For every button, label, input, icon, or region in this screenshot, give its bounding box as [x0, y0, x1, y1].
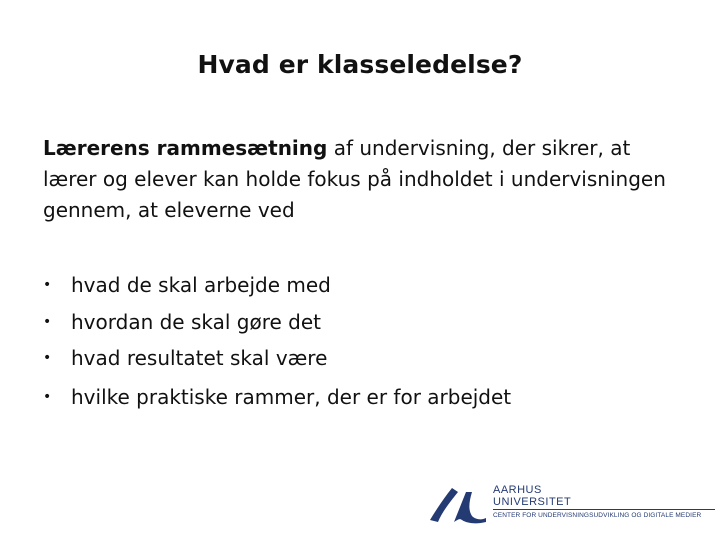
- aarhus-university-mark-icon: [428, 484, 488, 524]
- intro-paragraph: [43, 133, 683, 226]
- bullet-text: hvordan de skal gøre det: [71, 310, 321, 334]
- bullet-icon: •: [43, 314, 52, 330]
- aarhus-university-logo: [420, 480, 720, 540]
- university-name-line-1: AARHUS: [493, 484, 542, 496]
- bullet-item: [43, 268, 511, 305]
- logo-divider: [493, 509, 715, 510]
- intro-lead-bold: Lærerens rammesætning: [43, 136, 328, 160]
- bullet-icon: •: [43, 350, 52, 366]
- center-name: CENTER FOR UNDERVISNINGSUDVIKLING OG DIGITALE MEDIER: [493, 512, 702, 519]
- slide-title: Hvad er klasseledelse?: [197, 50, 523, 79]
- bullet-item: [43, 305, 511, 341]
- bullet-icon: •: [43, 277, 52, 293]
- bullet-list: [43, 268, 511, 417]
- bullet-text: hvilke praktiske rammer, der er for arbejdet: [71, 385, 512, 409]
- bullet-text: hvad de skal arbejde med: [71, 273, 331, 297]
- university-name: [493, 484, 613, 508]
- bullet-item: [43, 380, 511, 417]
- bullet-icon: •: [43, 389, 52, 405]
- intro-text: af undervisning, der sikrer, at lærer og elever kan holde fokus på indholdet i undervisningen gennem, at eleverne ved: [43, 136, 666, 222]
- bullet-text: hvad resultatet skal være: [71, 346, 328, 370]
- bullet-item: [43, 341, 511, 380]
- university-name-line-2: UNIVERSITET: [493, 496, 572, 508]
